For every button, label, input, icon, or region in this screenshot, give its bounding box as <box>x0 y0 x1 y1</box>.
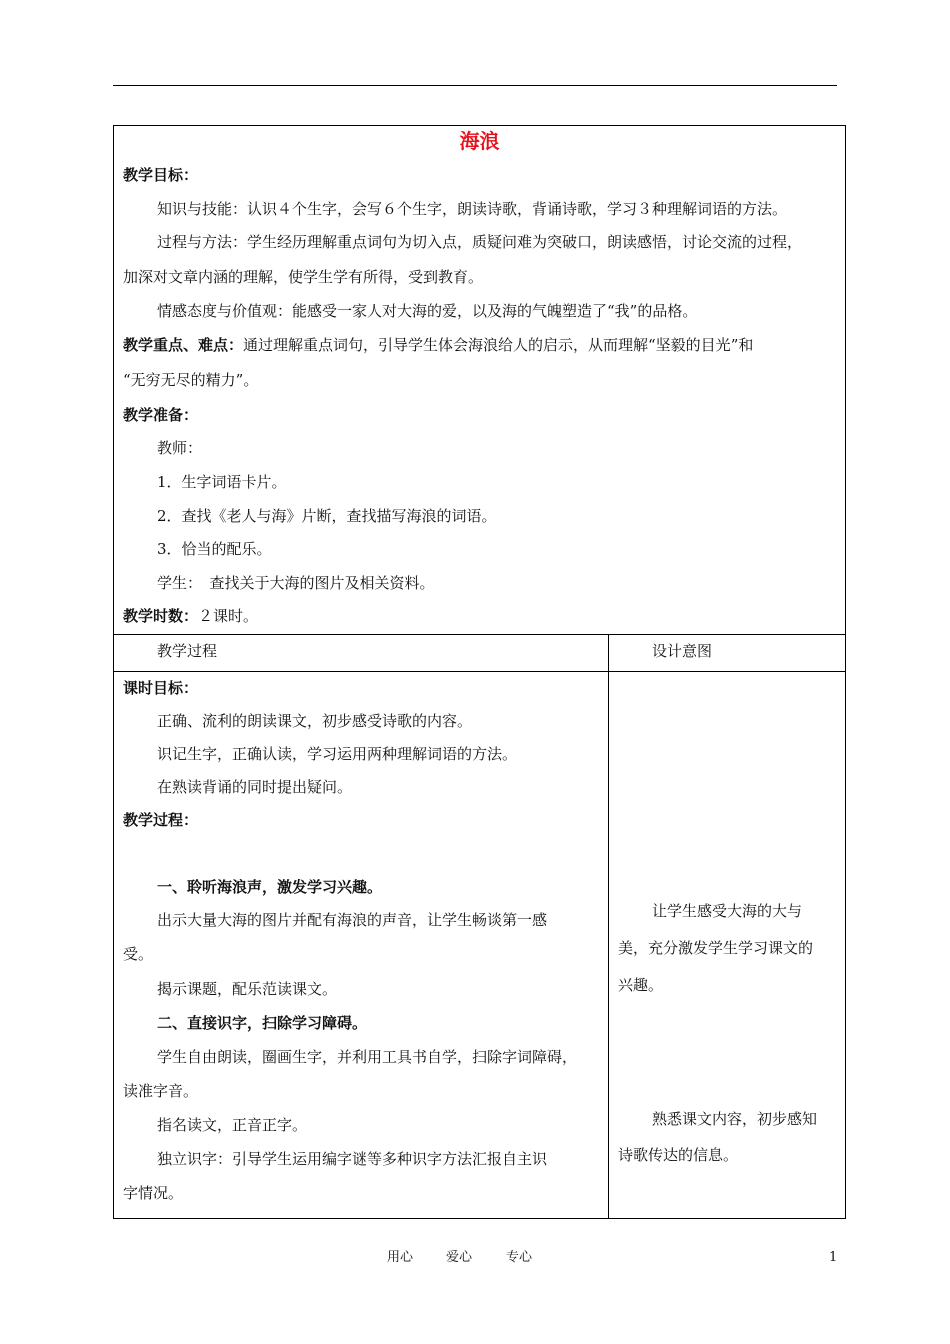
prep-teacher: 教师： <box>157 439 203 457</box>
footer-motto-1: 用心 <box>387 1250 414 1265</box>
intent-note1-line2: 美，充分激发学生学习课文的 <box>618 939 814 957</box>
step2-p1-line1: 学生自由朗读，圈画生字，并利用工具书自学，扫除字词障碍， <box>157 1048 578 1066</box>
table-divider-2 <box>114 671 845 672</box>
page-number: 1 <box>829 1250 838 1265</box>
table-divider-1 <box>114 634 845 635</box>
step2-p2: 指名读文，正音正字。 <box>157 1116 308 1134</box>
intent-note1-line1: 让学生感受大海的大与 <box>652 902 803 920</box>
lesson-process-heading: 教学过程： <box>123 811 199 829</box>
lesson-objective-2: 识记生字，正确认读，学习运用两种理解词语的方法。 <box>157 745 518 763</box>
header-rule <box>113 85 837 86</box>
objective-knowledge: 知识与技能：认识４个生字，会写６个生字，朗读诗歌，背诵诗歌，学习３种理解词语的方法。 <box>157 200 788 218</box>
lesson-objectives-heading: 课时目标： <box>123 679 199 697</box>
keypoints-text: 通过理解重点词句，引导学生体会海浪给人的启示，从而理解“坚毅的目光”和 <box>243 336 754 354</box>
prep-item-2: 2．查找《老人与海》片断，查找描写海浪的词语。 <box>157 507 497 525</box>
footer-motto-2: 爱心 <box>446 1250 473 1265</box>
step1-heading: 一、聆听海浪声，激发学习兴趣。 <box>157 878 383 896</box>
objectives-heading: 教学目标： <box>123 166 199 184</box>
step1-p2: 揭示课题，配乐范读课文。 <box>157 980 338 998</box>
prep-item-1: 1．生字词语卡片。 <box>157 473 287 491</box>
column-divider <box>608 634 609 1218</box>
prep-item-3: 3．恰当的配乐。 <box>157 540 272 558</box>
step1-p1-line1: 出示大量大海的图片并配有海浪的声音，让学生畅谈第一感 <box>157 911 548 929</box>
keypoints-label: 教学重点、难点： <box>123 336 244 354</box>
hours-line <box>123 606 258 626</box>
footer-motto-3: 专心 <box>506 1250 533 1265</box>
objective-process-line1: 过程与方法：学生经历理解重点词句为切入点，质疑问难为突破口，朗读感悟，讨论交流的过程， <box>157 233 803 251</box>
overview-cell <box>114 126 845 634</box>
lesson-objective-3: 在熟读背诵的同时提出疑问。 <box>157 778 353 796</box>
intent-note1-line3: 兴趣。 <box>618 976 664 994</box>
intent-note2-line1: 熟悉课文内容，初步感知 <box>652 1110 818 1128</box>
objective-process-line2: 加深对文章内涵的理解，使学生学有所得，受到教育。 <box>123 268 484 286</box>
lesson-objective-1: 正确、流利的朗读课文，初步感受诗歌的内容。 <box>157 712 473 730</box>
hours-value: ２课时。 <box>198 607 259 625</box>
hours-label: 教学时数： <box>123 607 199 625</box>
step2-p3-line2: 字情况。 <box>123 1184 184 1202</box>
intent-note2-line2: 诗歌传达的信息。 <box>618 1146 739 1164</box>
prep-student: 学生： 查找关于大海的图片及相关资料。 <box>157 574 435 592</box>
lesson-plan-table <box>113 125 846 1219</box>
step2-p3-line1: 独立识字：引导学生运用编字谜等多种识字方法汇报自主识 <box>157 1150 548 1168</box>
objective-emotion: 情感态度与价值观：能感受一家人对大海的爱，以及海的气魄塑造了“我”的品格。 <box>157 302 698 320</box>
step2-p1-line2: 读准字音。 <box>123 1082 199 1100</box>
keypoints-line1 <box>123 335 753 355</box>
keypoints-line2: “无穷无尽的精力”。 <box>123 371 259 389</box>
prep-heading: 教学准备： <box>123 406 199 424</box>
step1-p1-line2: 受。 <box>123 945 154 963</box>
step2-heading: 二、直接识字，扫除学习障碍。 <box>157 1014 368 1032</box>
document-title: 海浪 <box>459 129 500 153</box>
column-header-intent: 设计意图 <box>652 642 713 660</box>
column-header-process: 教学过程 <box>157 642 218 660</box>
